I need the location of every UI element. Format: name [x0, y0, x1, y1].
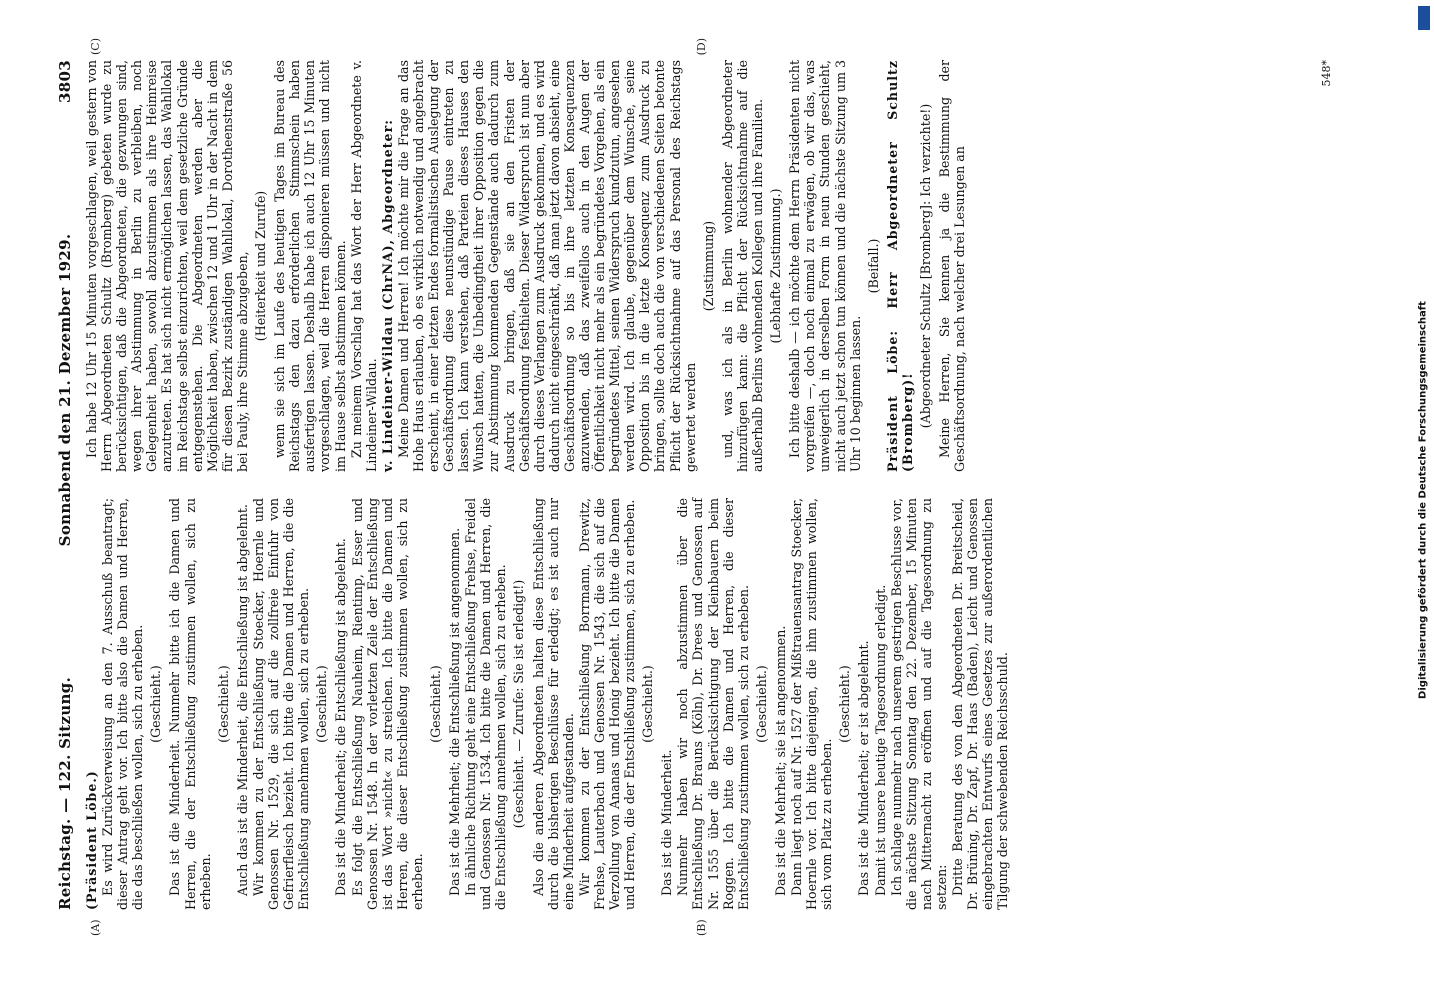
stage-direction: (Heiterkeit und Zurufe)	[253, 190, 269, 342]
paragraph: wenn sie sich im Laufe des heutigen Tages im Bureau des Reichstags den dazu erforderlichen Stimmschein haben ausfertigen lassen. Deshalb habe ich auch 12 Uhr 15 Minuten vorgeschlagen, weil die Herren disponieren müssen und nicht im Hause selbst abstimmen können.	[272, 60, 348, 472]
stage-direction: (Lebhafte Zustimmung.)	[768, 188, 784, 344]
left-column	[84, 498, 1314, 936]
paragraph: und, was ich als in Berlin wohnender Abgeordneter hinzufügen kann: die Pflicht der Rücksichtnahme auf die außerhalb Berlins wohnenden Kollegen und ihre Familien.	[719, 60, 766, 472]
document-page	[22, 30, 1412, 970]
paragraph: Das ist die Mehrheit; die Entschließung ist angenommen.	[447, 527, 463, 896]
side-note-text: Digitalisierung gefördert durch die Deutsche Forschungsgemeinschaft	[1417, 301, 1429, 699]
stage-direction: (Geschieht. — Zurufe: Sie ist erledigt!)	[511, 579, 527, 829]
page-header	[56, 60, 74, 910]
stage-direction: (Geschieht.)	[314, 665, 330, 743]
stage-direction: (Geschieht.)	[640, 665, 656, 743]
paragraph: Das ist die Minderheit; die Entschließung ist abgelehnt.	[333, 538, 349, 896]
paragraph: Wir kommen zu der Entschließung Borrmann, Drewitz, Frehse, Lauterbach und Genossen Nr. 1543, die sich auf die Verzollung von Ananas und Honig bezieht. Ich bitte die Damen und Herren, die der Entschließung zustimmen, sich zu erheben.	[576, 498, 638, 910]
dfg-logo	[1418, 6, 1430, 30]
paragraph: Es folgt die Entschließung Nauheim, Rientimp, Esser und Genossen Nr. 1548. In der vorletzten Zeile der Entschließung ist das Wort »nicht« zu streichen. Ich bitte die Damen und Herren, die dieser Entschließung zustimmen wollen, sich zu erheben.	[349, 498, 425, 910]
side-note	[1416, 10, 1430, 990]
paragraph: Das ist die Minderheit.	[659, 749, 675, 896]
paragraph: Also die anderen Abgeordneten halten diese Entschließung durch die bisherigen Beschlüsse für erledigt; es ist auch nur eine Minderheit aufgestanden.	[530, 498, 576, 910]
stage-direction: (Beifall.)	[865, 238, 881, 294]
margin-marker-a: (A)	[89, 919, 102, 936]
header-date: Sonnabend den 21. Dezember 1929.	[56, 233, 74, 547]
margin-marker-b: (B)	[695, 919, 708, 936]
margin-marker-d: (D)	[695, 38, 708, 56]
paragraph: Dann liegt noch auf Nr. 1527 der Mißtrauensantrag Stoecker, Hoernle vor. Ich bitte diejenigen, die ihm zustimmen wollen, sich vom Platz zu erheben.	[789, 498, 835, 910]
paragraph: Ich bitte deshalb — ich möchte dem Herrn Präsidenten nicht vorgreifen —, doch noch einmal zu erwägen, ob wir das, was unweigerlich in derselben Form in neun Stunden geschieht, nicht auch jetzt schon tun können und die nächste Sitzung um 3 Uhr 10 beginnen lassen.	[787, 60, 863, 472]
paragraph: Das ist die Minderheit. Nunmehr bitte ich die Damen und Herren, die der Entschließung zustimmen wollen, sich zu erheben.	[167, 498, 213, 910]
paragraph: Das ist die Mehrheit; sie ist angenommen.	[772, 625, 788, 896]
stage-direction: (Abgeordneter Schultz [Bromberg]: Ich verzichte!)	[917, 103, 933, 429]
paragraph: Zu meinem Vorschlag hat das Wort der Herr Abgeordnete v. Lindeiner-Wildau.	[348, 60, 379, 472]
speaker-line: v. Lindeiner-Wildau (ChrNA), Abgeordneter:	[379, 119, 395, 472]
paragraph: Ich habe 12 Uhr 15 Minuten vorgeschlagen, weil gestern von Herrn Abgeordneten Schultz (Bromberg) gebeten wurde zu berücksichtigen, daß die Abgeordneten, die gezwungen sind, wegen ihrer Abstimmung in Berlin zu verbleiben, noch Gelegenheit haben, sowohl abzustimmen als ihre Heimreise anzutreten. Es hat sich nicht ermöglichen lassen, das Wahllokal im Reichstage selbst einzurichten, weil dem gesetzliche Gründe entgegenstehen. Die Abgeordneten werden aber die Möglichkeit haben, zwischen 12 und 1 Uhr in der Nacht in dem für diesen Bezirk zuständigen Wahllokal, Dorotheenstraße 56 bei Pauly, ihre Stimme abzugeben,	[84, 60, 250, 472]
paragraph: Ich schlage nunmehr nach unserem gestrigen Beschlusse vor, die nächste Sitzung Sonntag den 22. Dezember, 15 Minuten nach Mitternacht zu eröffnen und auf die Tagesordnung zu setzen:	[888, 498, 949, 910]
paragraph: Es wird Zurückverweisung an den 7. Ausschuß beantragt; dieser Antrag geht vor. Ich bitte also die Damen und Herren, die das beschließen wollen, sich zu erheben.	[100, 498, 146, 910]
paragraph: Meine Damen und Herren! Ich möchte mir die Frage an das Hohe Haus erlauben, ob es wirklich notwendig und angebracht erscheint, in einer letzten Endes formalistischen Auslegung der Geschäftsordnung diese neunstündige Pause eintreten zu lassen. Ich kann verstehen, daß Parteien dieses Hauses den Wunsch hatten, die Unbedingtheit ihrer Opposition gegen die zur Abstimmung kommenden Gegenstände auch dadurch zum Ausdruck zu bringen, daß sie an den Fristen der Geschäftsordnung festhielten. Dieser Widerspruch ist nun aber durch dieses Verlangen zum Ausdruck gekommen, und es wird dadurch nicht eingeschränkt, daß man jetzt davon absieht, eine Geschäftsordnung so bis in ihre letzten Konsequenzen anzuwenden, daß das zweifellos auch in den Augen der Öffentlichkeit nicht mehr als ein begründetes Vorgehen, als ein begründetes Mittel, seinen Widerspruch kundzutun, angesehen werden wird. Ich glaube, gegenüber dem Wunsche, seine Opposition bis in die letzte Konsequenz zum Ausdruck zu bringen, sollte doch auch die von verschiedenen Seiten betonte Pflicht der Rücksichtnahme auf das Personal des Reichstags gewertet werden	[395, 60, 698, 472]
paragraph: Damit ist unsere heutige Tagesordnung erledigt.	[872, 584, 888, 896]
right-column	[84, 38, 1314, 472]
stage-direction: (Zustimmung)	[700, 220, 716, 312]
stage-direction: (Geschieht.)	[215, 665, 231, 743]
paragraph: Meine Herren, Sie kennen ja die Bestimmung der Geschäftsordnung, nach welcher drei Lesungen an	[937, 60, 968, 472]
speaker-line: Präsident Löbe: Herr Abgeordneter Schultz (Bromberg)!	[884, 60, 915, 472]
paragraph: Wir kommen zu der Entschließung Stoecker, Hoernle und Genossen Nr. 1529, die sich auf die zollfreie Einfuhr von Gefrierfleisch bezieht. Ich bitte die Damen und Herren, die die Entschließung annehmen wollen, sich zu erheben.	[250, 498, 312, 910]
paragraph: In ähnliche Richtung geht eine Entschließung Frehse, Freidel und Genossen Nr. 1534. Ich bitte die Damen und Herren, die die Entschließung annehmen wollen, sich zu erheben.	[463, 498, 509, 910]
signature-mark: 548*	[1320, 60, 1333, 87]
speaker-line: (Präsident Löbe.)	[84, 770, 99, 910]
stage-direction: (Geschieht.)	[148, 665, 164, 743]
page-number: 3803	[56, 60, 74, 103]
stage-direction: (Geschieht.)	[837, 665, 853, 743]
stage-direction: (Geschieht.)	[753, 665, 769, 743]
paragraph: Auch das ist die Minderheit, die Entschließung ist abgelehnt.	[234, 504, 250, 896]
header-left: Reichstag. — 122. Sitzung.	[56, 676, 74, 910]
margin-marker-c: (C)	[89, 38, 102, 55]
stage-direction: (Geschieht.)	[427, 665, 443, 743]
paragraph: Nunmehr haben wir noch abzustimmen über die Entschließung Dr. Brauns (Köln), Dr. Drees und Genossen auf Nr. 1555 über die Berücksichtigung der Kleinbauern beim Roggen. Ich bitte die Damen und Herren, die dieser Entschließung zustimmen wollen, sich zu erheben.	[675, 498, 751, 910]
paragraph: Dritte Beratung des von den Abgeordneten Dr. Breitscheid, Dr. Brüning, Dr. Zapf, Dr. Haas (Baden), Leicht und Genossen eingebrachten Entwurfs eines Gesetzes zur außerordentlichen Tilgung der schwebenden Reichsschuld.	[949, 498, 1011, 910]
paragraph: Das ist die Minderheit; er ist abgelehnt.	[856, 640, 872, 896]
